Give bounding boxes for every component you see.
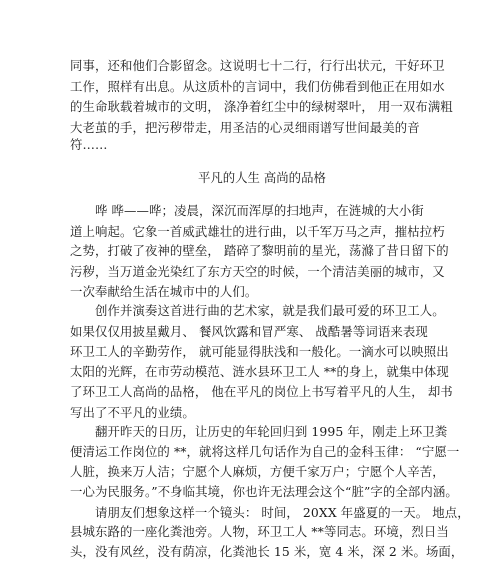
text-line: 了环卫工人高尚的品格， 他在平凡的岗位上书写着平凡的人生， 却书 xyxy=(70,383,453,399)
text-line: 污秽，当万道金光染红了东方天空的时候，一个清洁美丽的城市，又 xyxy=(70,264,445,279)
text-line: 哗 哗——哗；凌晨，深沉而浑厚的扫地声，在涟城的大小街 xyxy=(95,203,424,219)
section-title: 平凡的人生 高尚的品格 xyxy=(198,170,326,186)
text-line: 大老茧的手，把污秽带走，用圣洁的心灵细雨谱写世间最美的音 xyxy=(70,119,420,135)
text-line: 一次奉献给生活在城市中的人们。 xyxy=(70,283,258,299)
text-line: 请朋友们想象这样一个镜头： 时间， 20XX 年盛夏的一天。 地点， xyxy=(95,504,470,520)
text-line: 县城东路的一座化粪池旁。人物，环卫工人 **等同志。环境，烈日当 xyxy=(70,524,449,540)
text-line: 人脏，换来万人洁；宁愿个人麻烦，方便千家万户；宁愿个人辛苦， xyxy=(70,464,445,480)
text-line: 的生命耿载着城市的文明， 涤净着红尘中的绿树翠叶， 用一双布满粗 xyxy=(70,99,453,115)
text-line: 工作，照样有出息。从这质朴的言词中，我们仿佛看到他正在用如水 xyxy=(70,78,445,94)
text-line: 符…… xyxy=(70,136,108,152)
text-line: 便清运工作岗位的 **，就将这样几句话作为自己的金科玉律： “宁愿一 xyxy=(70,443,460,459)
text-line: 创作并演奏这首进行曲的艺术家，就是我们最可爱的环卫工人。 xyxy=(95,303,445,319)
text-line: 同事，还和他们合影留念。这说明七十二行，行行出状元，干好环卫 xyxy=(70,58,445,73)
text-line: 翻开昨天的日历，让历史的年轮回归到 1995 年，刚走上环卫粪 xyxy=(95,424,448,440)
text-line: 道上响起。它象一首威武雄壮的进行曲，以千军万马之声，摧枯拉朽 xyxy=(70,223,445,239)
text-line: 环卫工人的辛勤劳作， 就可能显得肤浅和一般化。一滴水可以映照出 xyxy=(70,343,449,359)
text-line: 头，没有风丝，没有荫凉，化粪池长 15 米，宽 4 米，深 2 米。场面， xyxy=(70,544,464,559)
text-line: 如果仅仅用披星戴月、 餐风饮露和冒严寒、 战酷暑等词语来表现 xyxy=(70,323,428,339)
text-line: 一心为民服务。”不身临其境，你也许无法理会这个“脏”字的全部内涵。 xyxy=(70,484,458,500)
text-line: 之势，打破了夜神的壁垒， 踏碎了黎明前的星光，荡滌了昔日留下的 xyxy=(70,243,449,259)
text-line: 写出了不平凡的业绩。 xyxy=(70,404,195,420)
text-line: 太阳的光辉，在市劳动模范、涟水县环卫工人 **的身上，就集中体现 xyxy=(70,364,449,380)
